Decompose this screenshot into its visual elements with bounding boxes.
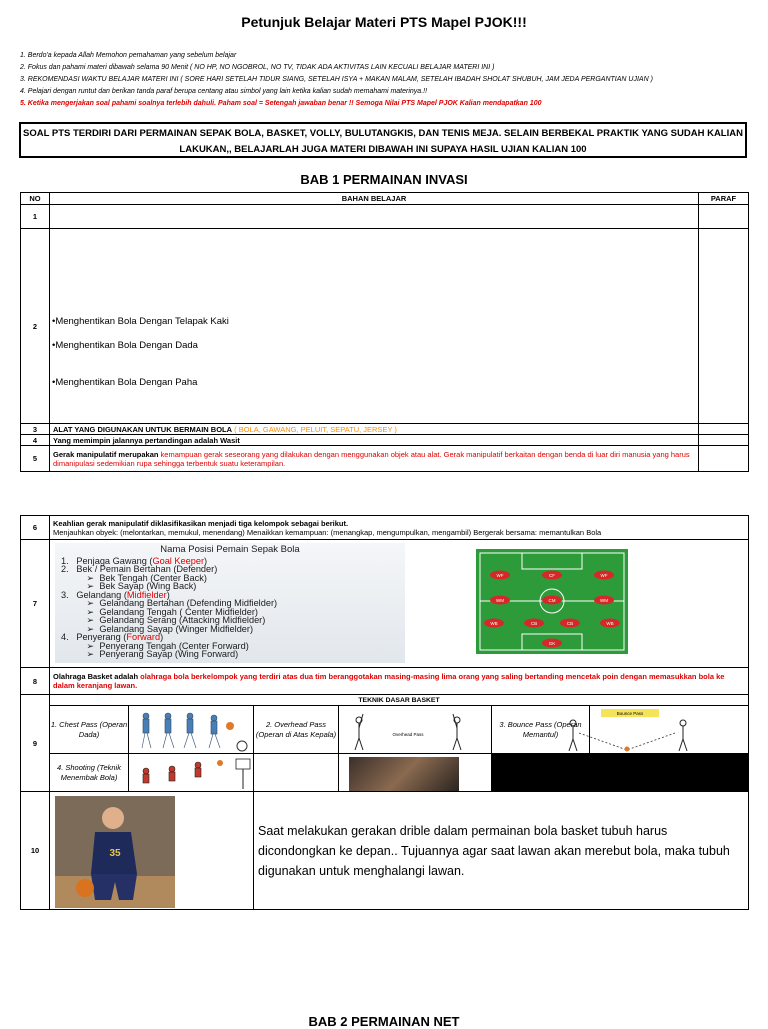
row-number: 6 [21, 516, 50, 540]
position-text-end: ) [204, 555, 208, 566]
position-highlight: Goal Keeper [152, 555, 205, 566]
header-bahan: BAHAN BELAJAR [50, 193, 699, 205]
overhead-pass-label: Overhead Pass [392, 732, 424, 737]
paraf-cell[interactable] [699, 229, 749, 424]
position-text: ➢ Bek Sayap (Wing Back) [61, 581, 197, 591]
row-number: 4 [21, 435, 50, 446]
position-list-heading: Nama Posisi Pemain Sepak Bola [160, 544, 300, 555]
position-highlight: Forward [126, 632, 161, 642]
row2-bullet-1: •Menghentikan Bola Dengan Telapak Kaki [52, 316, 229, 327]
instruction-3: 3. REKOMENDASI WAKTU BELAJAR MATERI INI ( SORE HARI SETELAH TIDUR SIANG, SETELAH ISYA + MAKAN MALAM, SETELAH IBADAH SHOLAT SHUBUH, JAM JEDA PERGANTIAN UJIAN ) [20, 76, 653, 83]
overhead-pass-svg [349, 708, 467, 754]
bab2-heading: BAB 2 PERMAINAN NET [308, 1014, 460, 1029]
chest-pass-image [132, 708, 256, 754]
bab1-heading: BAB 1 PERMAINAN INVASI [300, 172, 468, 187]
row-number: 8 [21, 668, 50, 695]
position-text: 4. Penyerang ( [61, 632, 127, 642]
basketball-player-photo [55, 796, 175, 908]
row8-label: Olahraga Basket adalah [53, 672, 141, 681]
row3-label: ALAT YANG DIGUNAKAN UNTUK BERMAIN BOLA [53, 424, 233, 434]
overhead-pass-image [349, 708, 467, 754]
notice-box: SOAL PTS TERDIRI DARI PERMAINAN SEPAK BOLA, BASKET, VOLLY, BULUTANGKIS, DAN TENIS MEJA. SELAIN BERBEKAL PRAKTIK YANG SUDAH KALIAN LAKUKAN,, BELAJARLAH JUGA MATERI DIBAWAH INI SUPAYA HASIL UJIAN KALIAN 100 [19, 122, 747, 158]
row-number: 10 [21, 792, 50, 910]
row5-text: kemampuan gerak seseorang yang dilakukan dengan menggunakan objek atau alat. Gerak manipulatif berkaitan dengan benda di luar diri manusia yang harus dimanipulasi sedemikian rupa sehingga terbentuk suatu keterampilan. [53, 449, 690, 468]
bounce-pass-label: Bounce Pass [616, 711, 644, 716]
position-text: 1. Penjaga Gawang ( [61, 555, 153, 566]
paraf-cell[interactable] [699, 424, 749, 435]
player-label: WB [606, 620, 614, 626]
row-number: 9 [21, 695, 50, 792]
svg-text:35: 35 [109, 848, 121, 859]
shooting-svg [132, 757, 256, 791]
position-text: ➢ Gelandang Sayap (Winger Midfielder) [61, 623, 254, 634]
position-text: ➢ Gelandang Tengah ( Center Midfielder) [61, 606, 258, 617]
empty-cell [254, 754, 339, 792]
row5-label: Gerak manipulatif merupakan [53, 449, 161, 459]
page-title: Petunjuk Belajar Materi PTS Mapel PJOK!!! [241, 14, 527, 30]
instruction-5: 5. Ketika mengerjakan soal pahami soalnya terlebih dahuli. Paham soal = Setengah jawaban benar !! Semoga Nilai PTS Mapel PJOK Kalian mendapatkan 100 [20, 100, 542, 107]
player-label: CF [549, 572, 555, 578]
row6-content [50, 516, 749, 540]
row6-line2: Menjauhkan obyek: (melontarkan, memukul, menendang) Menaikkan kemampuan: (menangkap, mengumpulkan, mengambil) Bergerak bersama: memantulkan Bola [53, 527, 602, 537]
row2-bullet-3: •Menghentikan Bola Dengan Paha [52, 377, 198, 388]
position-text: ➢ Penyerang Tengah (Center Forward) [61, 640, 249, 651]
row2-bullet-2: •Menghentikan Bola Dengan Dada [52, 340, 198, 351]
position-text: ➢ Gelandang Serang (Attacking Midfielder) [61, 615, 266, 625]
paraf-cell[interactable] [699, 446, 749, 472]
instruction-4: 4. Pelajari dengan runtut dan berikan tanda paraf berupa centang atau simbol yang lain ketika kalian sudah memahami materinya.!! [20, 88, 428, 95]
chest-pass-svg [132, 708, 256, 754]
player-label: CB [530, 620, 538, 626]
header-no: NO [21, 193, 50, 205]
black-cell [492, 754, 749, 792]
position-text: ➢ Gelandang Bertahan (Defending Midfielder) [61, 598, 278, 608]
player-label: CM [548, 597, 556, 603]
row-number: 1 [21, 205, 50, 229]
soccer-field-diagram [476, 549, 628, 654]
position-text-end: ) [160, 632, 164, 642]
shooting-caption: 4. Shooting (Teknik Menembak Bola) [50, 754, 129, 792]
player-label: WB [490, 620, 498, 626]
player-label: WM [496, 597, 504, 603]
row1-content [50, 205, 699, 229]
row-number: 2 [21, 229, 50, 424]
row5-content [50, 446, 699, 472]
position-text: ➢ Penyerang Sayap (Wing Forward) [61, 649, 239, 659]
player-label: WM [600, 597, 608, 603]
row-number: 3 [21, 424, 50, 435]
row4-content: Yang memimpin jalannya pertandingan adalah Wasit [50, 435, 699, 446]
soccer-field-svg [476, 549, 628, 654]
row3-value: ( BOLA, GAWANG, PELUIT, SEPATU, JERSEY ) [232, 424, 397, 434]
position-text: 3. Gelandang ( [61, 589, 127, 600]
overhead-pass-caption: 2. Overhead Pass (Operan di Atas Kepala) [254, 706, 339, 754]
row8-content [50, 668, 749, 695]
position-line [61, 650, 399, 659]
position-list-image [55, 543, 405, 663]
table-bab1 [20, 192, 749, 472]
instructions [20, 50, 750, 110]
position-text-end: ) [166, 589, 170, 600]
paraf-cell[interactable] [699, 205, 749, 229]
player-label: CB [566, 620, 574, 626]
row-number: 7 [21, 540, 50, 668]
chest-pass-caption: 1. Chest Pass (Operan Dada) [50, 706, 129, 754]
position-text: 2. Bek / Pemain Bertahan (Defender) [61, 564, 218, 574]
position-text: ➢ Bek Tengah (Center Back) [61, 572, 207, 583]
shooting-image [132, 757, 256, 791]
player-label: GK [548, 640, 556, 646]
instruction-1: 1. Berdo'a kepada Allah Memohon pemahaman yang sebelum belajar [20, 52, 237, 59]
bounce-pass-image [563, 707, 695, 754]
position-list-lines [61, 557, 399, 659]
row6-line1: Keahlian gerak manipulatif diklasifikasikan menjadi tiga kelompok sebagai berikut. [53, 518, 349, 528]
row3-content [50, 424, 699, 435]
basketball-player-svg [55, 796, 175, 908]
instruction-2: 2. Fokus dan pahami materi dibawah selama 90 Menit ( NO HP, NO NGOBROL, NO TV, TIDAK ADA AKTIVITAS LAIN KECUALI BELAJAR MATERI INI ) [20, 64, 495, 71]
dribble-action-photo [349, 757, 459, 791]
bounce-pass-svg [563, 707, 695, 754]
bounce-pass-caption: 3. Bounce Pass (Operan Memantul) [492, 706, 590, 754]
row-number: 5 [21, 446, 50, 472]
row10-text: Saat melakukan gerakan drible dalam permainan bola basket tubuh harus dicondongkan ke depan.. Tujuannya agar saat lawan akan merebut bola, maka tubuh digunakan untuk menghalangi lawan. [254, 792, 749, 910]
paraf-cell[interactable] [699, 435, 749, 446]
header-paraf: PARAF [699, 193, 749, 205]
position-highlight: Midfielder [126, 589, 167, 600]
row9-header: TEKNIK DASAR BASKET [50, 695, 749, 706]
player-label: WF [600, 572, 608, 578]
row8-text: olahraga bola berkelompok yang terdiri atas dua tim beranggotakan masing-masing lima orang yang saling bertanding mencetak poin dengan memasukkan bola ke dalam keranjang lawan. [53, 672, 725, 690]
player-label: WF [496, 572, 504, 578]
